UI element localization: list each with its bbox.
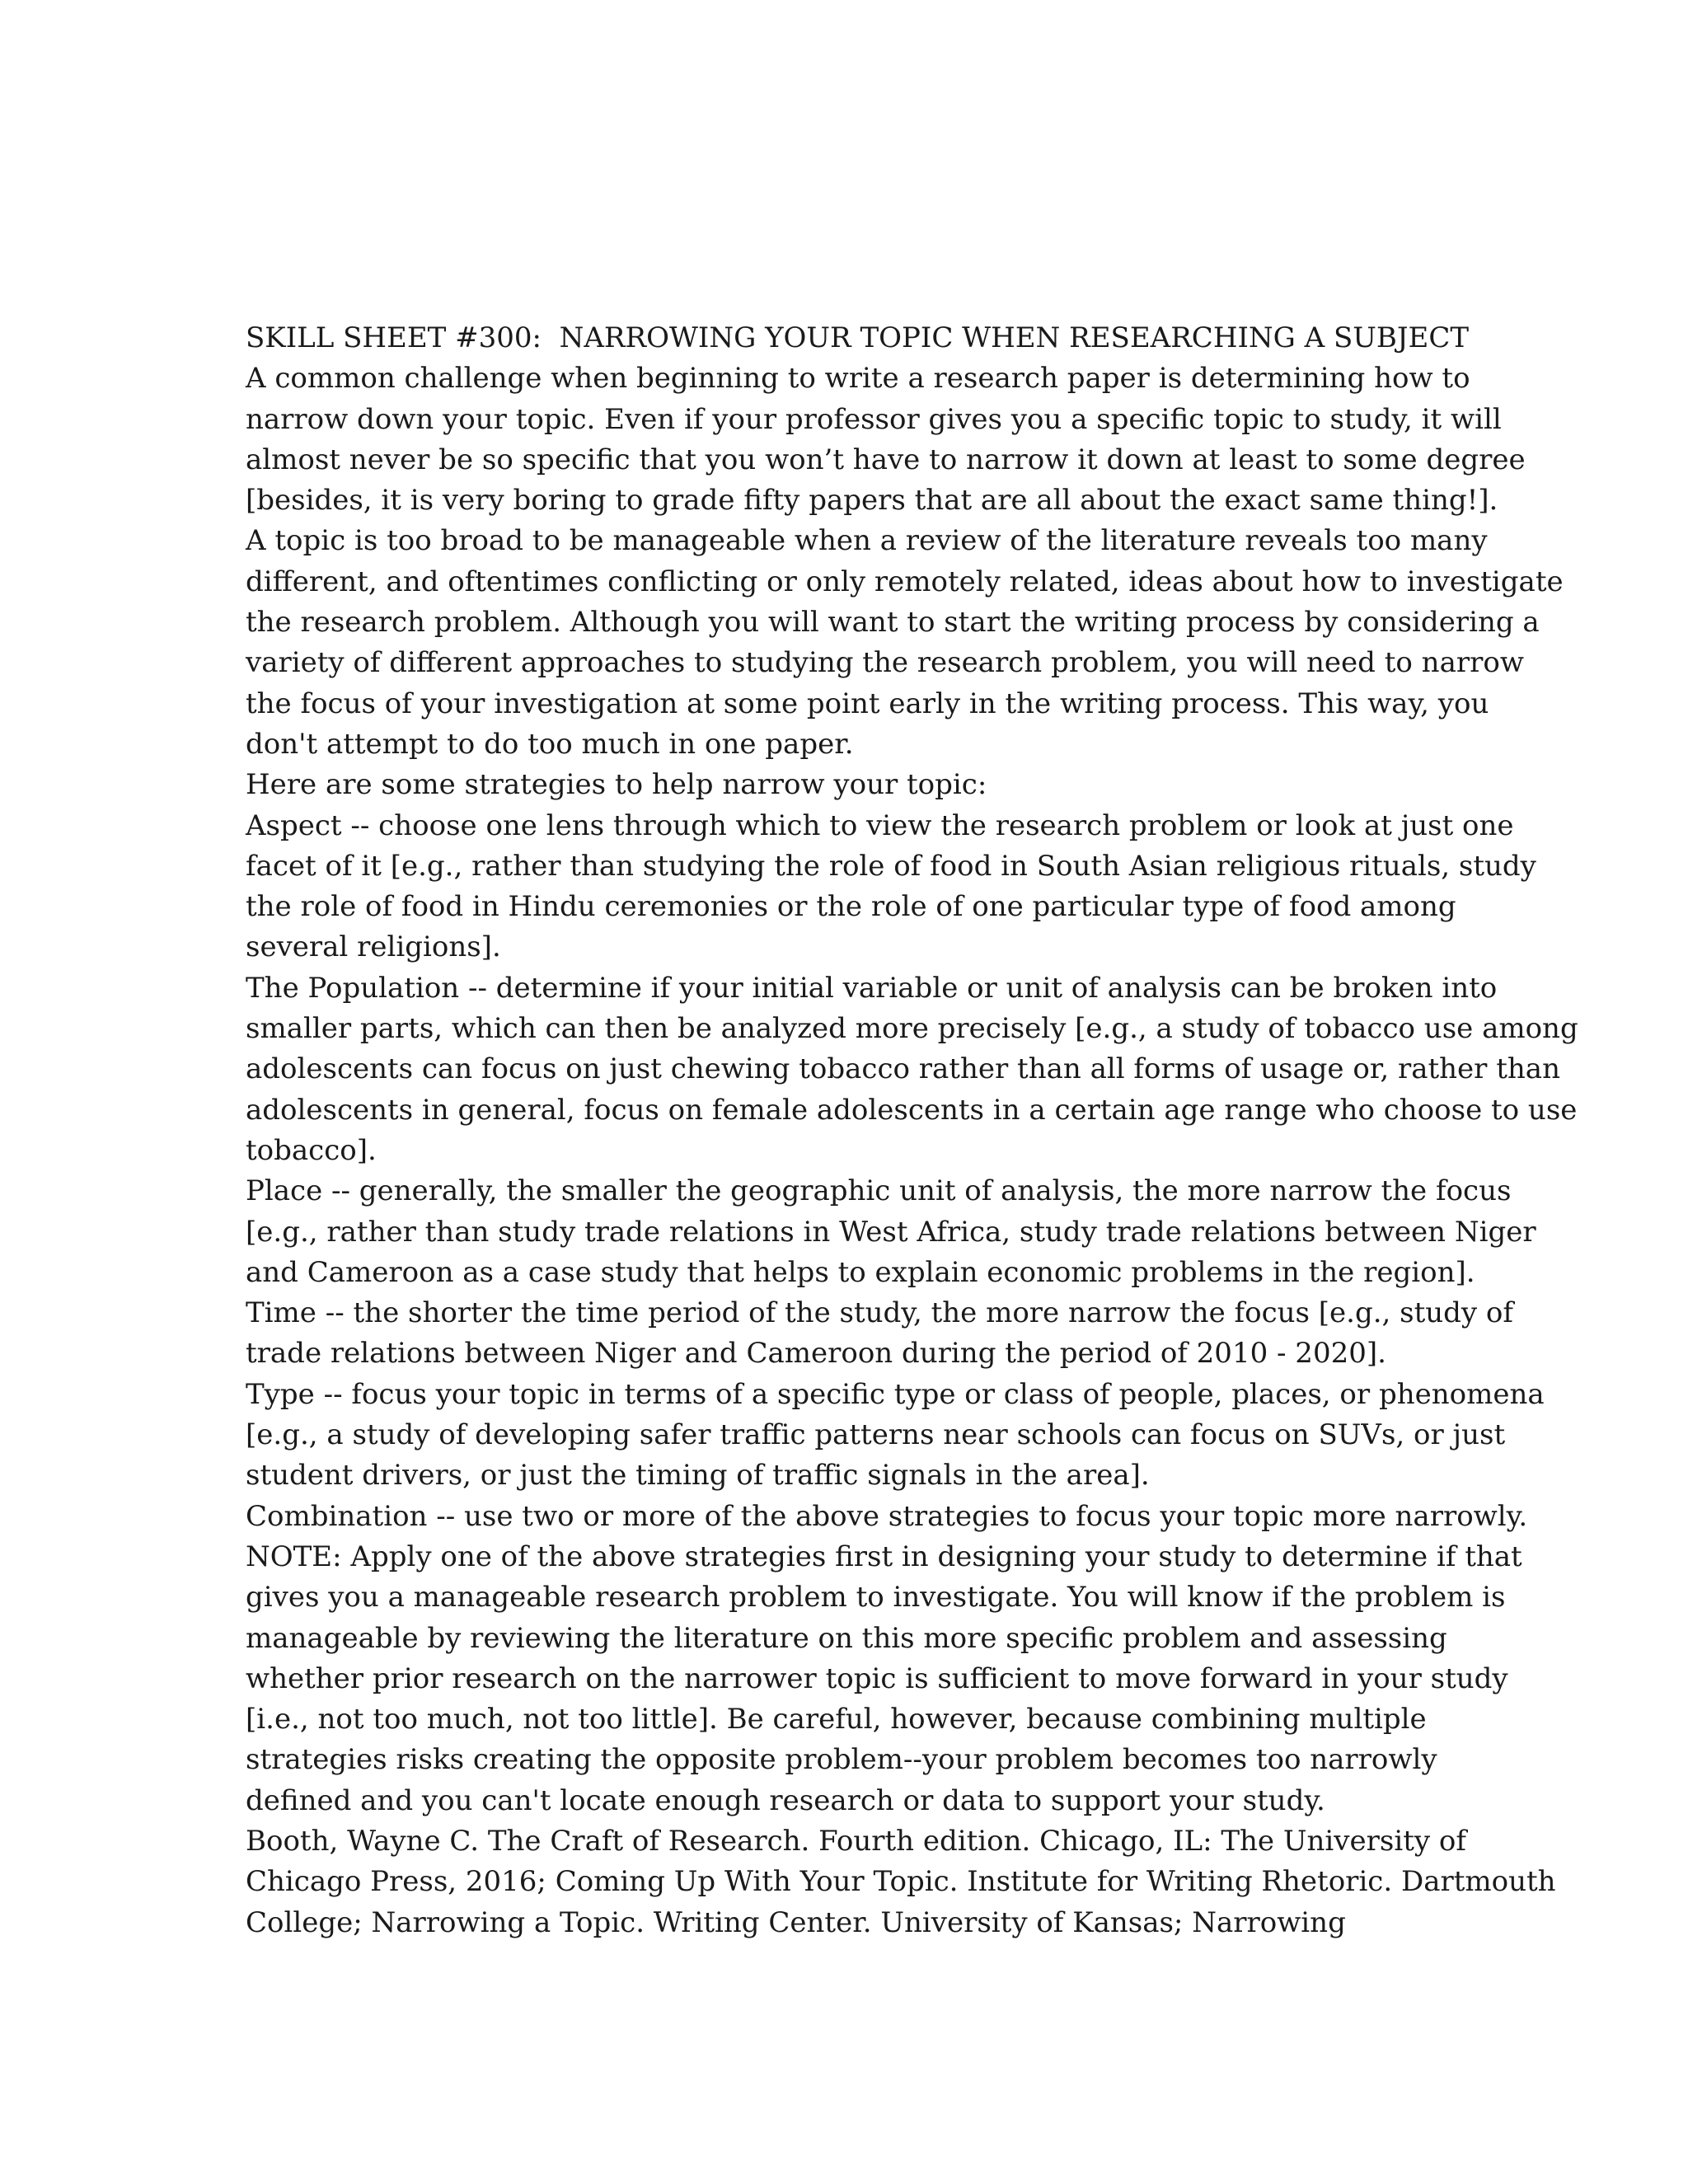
document-text-line: adolescents in general, focus on female adolescents in a certain age range who choose to use — [246, 1093, 1578, 1127]
document-text-line: Here are some strategies to help narrow your topic: — [246, 768, 987, 802]
document-text-line: A topic is too broad to be manageable when a review of the literature reveals too many — [246, 524, 1488, 558]
document-text-line: don't attempt to do too much in one paper. — [246, 727, 854, 761]
document-text-line: [besides, it is very boring to grade fifty papers that are all about the exact same thing!]. — [246, 484, 1498, 518]
document-text-line: manageable by reviewing the literature on this more specific problem and assessing — [246, 1621, 1447, 1655]
document-text-line: [e.g., rather than study trade relations in West Africa, study trade relations between Niger — [246, 1215, 1536, 1249]
document-text-line: smaller parts, which can then be analyzed more precisely [e.g., a study of tobacco use among — [246, 1012, 1578, 1046]
document-title: SKILL SHEET #300: NARROWING YOUR TOPIC WHEN RESEARCHING A SUBJECT — [246, 321, 1470, 354]
document-text-line: gives you a manageable research problem to investigate. You will know if the problem is — [246, 1581, 1506, 1615]
document-text-line: Type -- focus your topic in terms of a specific type or class of people, places, or phenomena — [246, 1377, 1545, 1411]
document-text-line: defined and you can't locate enough research or data to support your study. — [246, 1783, 1325, 1817]
document-text-line: almost never be so specific that you won’t have to narrow it down at least to some degree — [246, 443, 1526, 476]
document-text-line: the focus of your investigation at some point early in the writing process. This way, you — [246, 687, 1489, 720]
document-text-line: Chicago Press, 2016; Coming Up With Your Topic. Institute for Writing Rhetoric. Dartmouth — [246, 1865, 1556, 1899]
document-text-line: narrow down your topic. Even if your professor gives you a specific topic to study, it will — [246, 402, 1502, 436]
document-text-line: facet of it [e.g., rather than studying the role of food in South Asian religious rituals, study — [246, 849, 1536, 883]
document-text-line: variety of different approaches to studying the research problem, you will need to narrow — [246, 646, 1524, 680]
document-text-line: and Cameroon as a case study that helps to explain economic problems in the region]. — [246, 1255, 1475, 1289]
document-text-line: adolescents can focus on just chewing tobacco rather than all forms of usage or, rather than — [246, 1052, 1560, 1086]
document-text-line: student drivers, or just the timing of traffic signals in the area]. — [246, 1459, 1150, 1493]
document-text-line: A common challenge when beginning to write a research paper is determining how to — [246, 362, 1470, 396]
document-text-line: the research problem. Although you will want to start the writing process by considering a — [246, 606, 1540, 640]
document-text-line: Combination -- use two or more of the above strategies to focus your topic more narrowly. — [246, 1499, 1528, 1533]
document-text-line: trade relations between Niger and Cameroon during the period of 2010 - 2020]. — [246, 1337, 1386, 1371]
document-text-line: different, and oftentimes conflicting or only remotely related, ideas about how to investigate — [246, 565, 1564, 598]
document-text-line: Booth, Wayne C. The Craft of Research. Fourth edition. Chicago, IL: The University of — [246, 1824, 1466, 1858]
document-text-line: tobacco]. — [246, 1133, 377, 1167]
document-text-line: College; Narrowing a Topic. Writing Center. University of Kansas; Narrowing — [246, 1905, 1346, 1939]
document-text-line: [i.e., not too much, not too little]. Be careful, however, because combining multiple — [246, 1703, 1427, 1736]
document-text-line: whether prior research on the narrower topic is sufficient to move forward in your study — [246, 1661, 1508, 1695]
document-body — [246, 318, 1578, 1943]
document-text-line: the role of food in Hindu ceremonies or the role of one particular type of food among — [246, 890, 1456, 924]
document-text-line: strategies risks creating the opposite problem--your problem becomes too narrowly — [246, 1743, 1437, 1777]
document-text-line: Aspect -- choose one lens through which to view the research problem or look at just one — [246, 808, 1514, 842]
document-text-line: Place -- generally, the smaller the geographic unit of analysis, the more narrow the focus — [246, 1174, 1512, 1208]
document-text-line: The Population -- determine if your initial variable or unit of analysis can be broken into — [246, 971, 1498, 1005]
document-text-line: [e.g., a study of developing safer traffic patterns near schools can focus on SUVs, or just — [246, 1418, 1506, 1452]
document-text-line: several religions]. — [246, 930, 501, 964]
document-text-line: NOTE: Apply one of the above strategies first in designing your study to determine if that — [246, 1540, 1522, 1573]
document-text-line: Time -- the shorter the time period of the study, the more narrow the focus [e.g., study of — [246, 1296, 1513, 1330]
